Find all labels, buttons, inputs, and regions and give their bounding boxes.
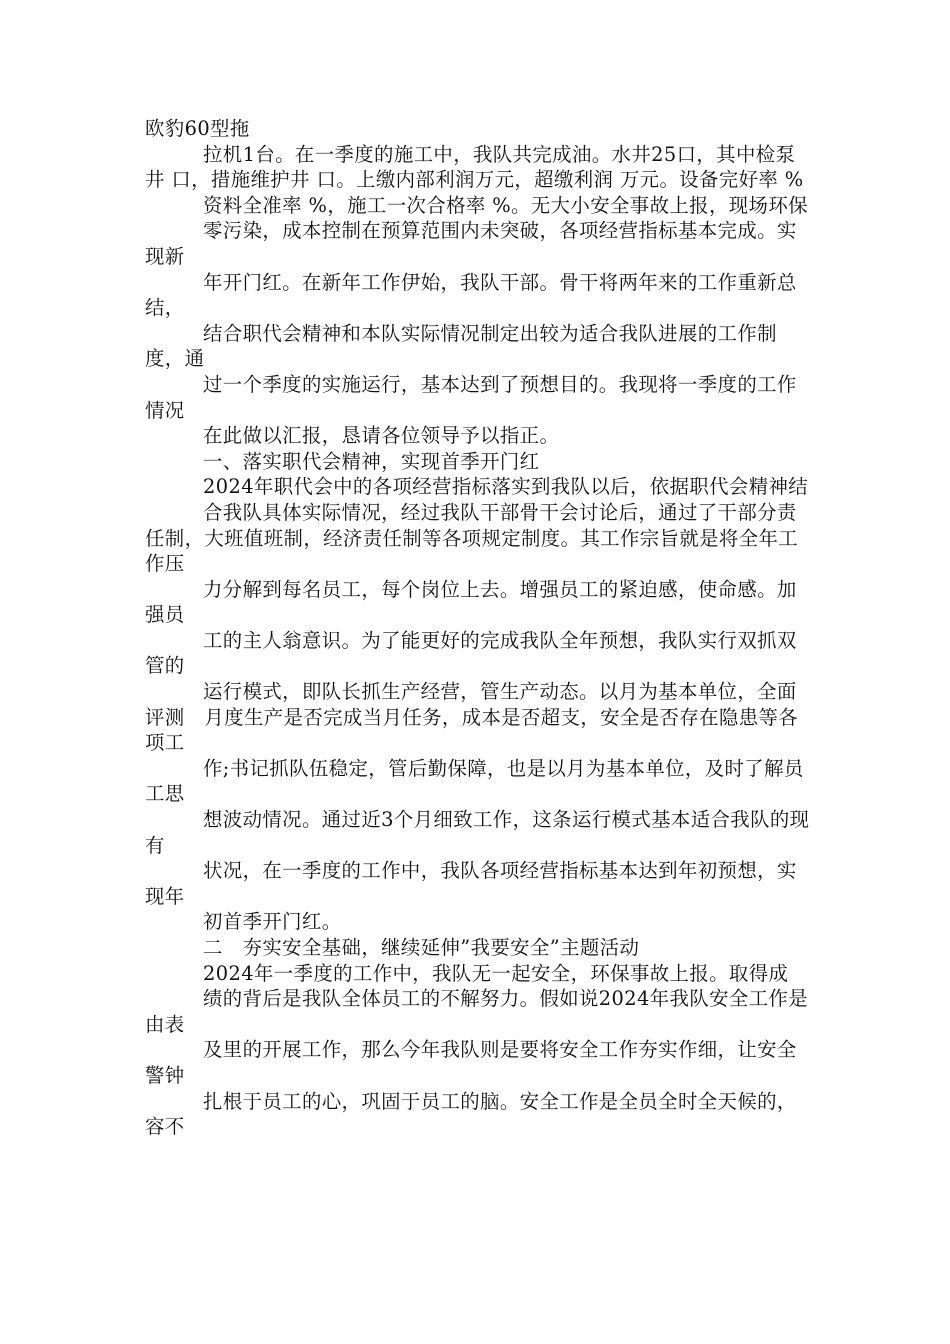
- paragraph: 结合职代会精神和本队实际情况制定出较为适合我队进展的工作制度，通: [145, 321, 777, 371]
- paragraph: 在此做以汇报，恳请各位领导予以指正。: [203, 424, 560, 448]
- section-heading: 一、落实职代会精神，实现首季开门红: [203, 449, 540, 473]
- paragraph: 初首季开门红。: [203, 910, 342, 934]
- paragraph: 2024年职代会中的各项经营指标落实到我队以后，依据职代会精神结: [203, 475, 809, 499]
- paragraph: 资料全准率 %，施工一次合格率 %。无大小安全事故上报，现场环保: [203, 193, 808, 217]
- paragraph: 欧豹60型拖: [145, 117, 250, 140]
- paragraph: 运行模式，即队长抓生产经营，管生产动态。以月为基本单位，全面评测 月度生产是否完成当月任务，成本是否超支，安全是否存在隐患等各项工: [145, 680, 799, 755]
- paragraph: 绩的背后是我队全体员工的不解努力。假如说2024年我队安全工作是由表: [145, 987, 809, 1036]
- paragraph: 扎根于员工的心，巩固于员工的脑。安全工作是全员全时全天候的，容不: [145, 1089, 797, 1139]
- section-heading: 二 夯实安全基础，继续延伸”我要安全”主题活动: [203, 936, 640, 959]
- paragraph: 2024年一季度的工作中，我队无一起安全，环保事故上报。取得成: [203, 961, 789, 985]
- paragraph: 合我队具体实际情况，经过我队干部骨干会讨论后，通过了干部分责任制，大班值班制，经济责任制等各项规定制度。其工作宗旨就是将全年工作压: [145, 500, 799, 576]
- paragraph: 零污染，成本控制在预算范围内未突破，各项经营指标基本完成。实现新: [145, 219, 797, 268]
- paragraph: 力分解到每名员工，每个岗位上去。增强员工的紧迫感，使命感。加强员: [145, 577, 797, 627]
- document-body: [145, 116, 813, 1140]
- paragraph: 拉机1台。在一季度的施工中，我队共完成油。水井25口，其中检泵井 口，措施维护井 口。上缴内部利润万元，超缴利润 万元。设备完好率 %: [145, 142, 804, 192]
- paragraph: 及里的开展工作，那么今年我队则是要将安全工作夯实作细，让安全警钟: [145, 1038, 797, 1087]
- paragraph: 状况，在一季度的工作中，我队各项经营指标基本达到年初预想，实现年: [145, 859, 797, 908]
- paragraph: 过一个季度的实施运行，基本达到了预想目的。我现将一季度的工作情况: [145, 372, 797, 422]
- paragraph: 想波动情况。通过近3个月细致工作，这条运行模式基本适合我队的现有: [145, 808, 810, 857]
- paragraph: 年开门红。在新年工作伊始，我队干部。骨干将两年来的工作重新总结，: [145, 270, 797, 320]
- paragraph: 工的主人翁意识。为了能更好的完成我队全年预想，我队实行双抓双管的: [145, 628, 797, 678]
- paragraph: 作;书记抓队伍稳定，管后勤保障，也是以月为基本单位，及时了解员工思: [145, 756, 804, 806]
